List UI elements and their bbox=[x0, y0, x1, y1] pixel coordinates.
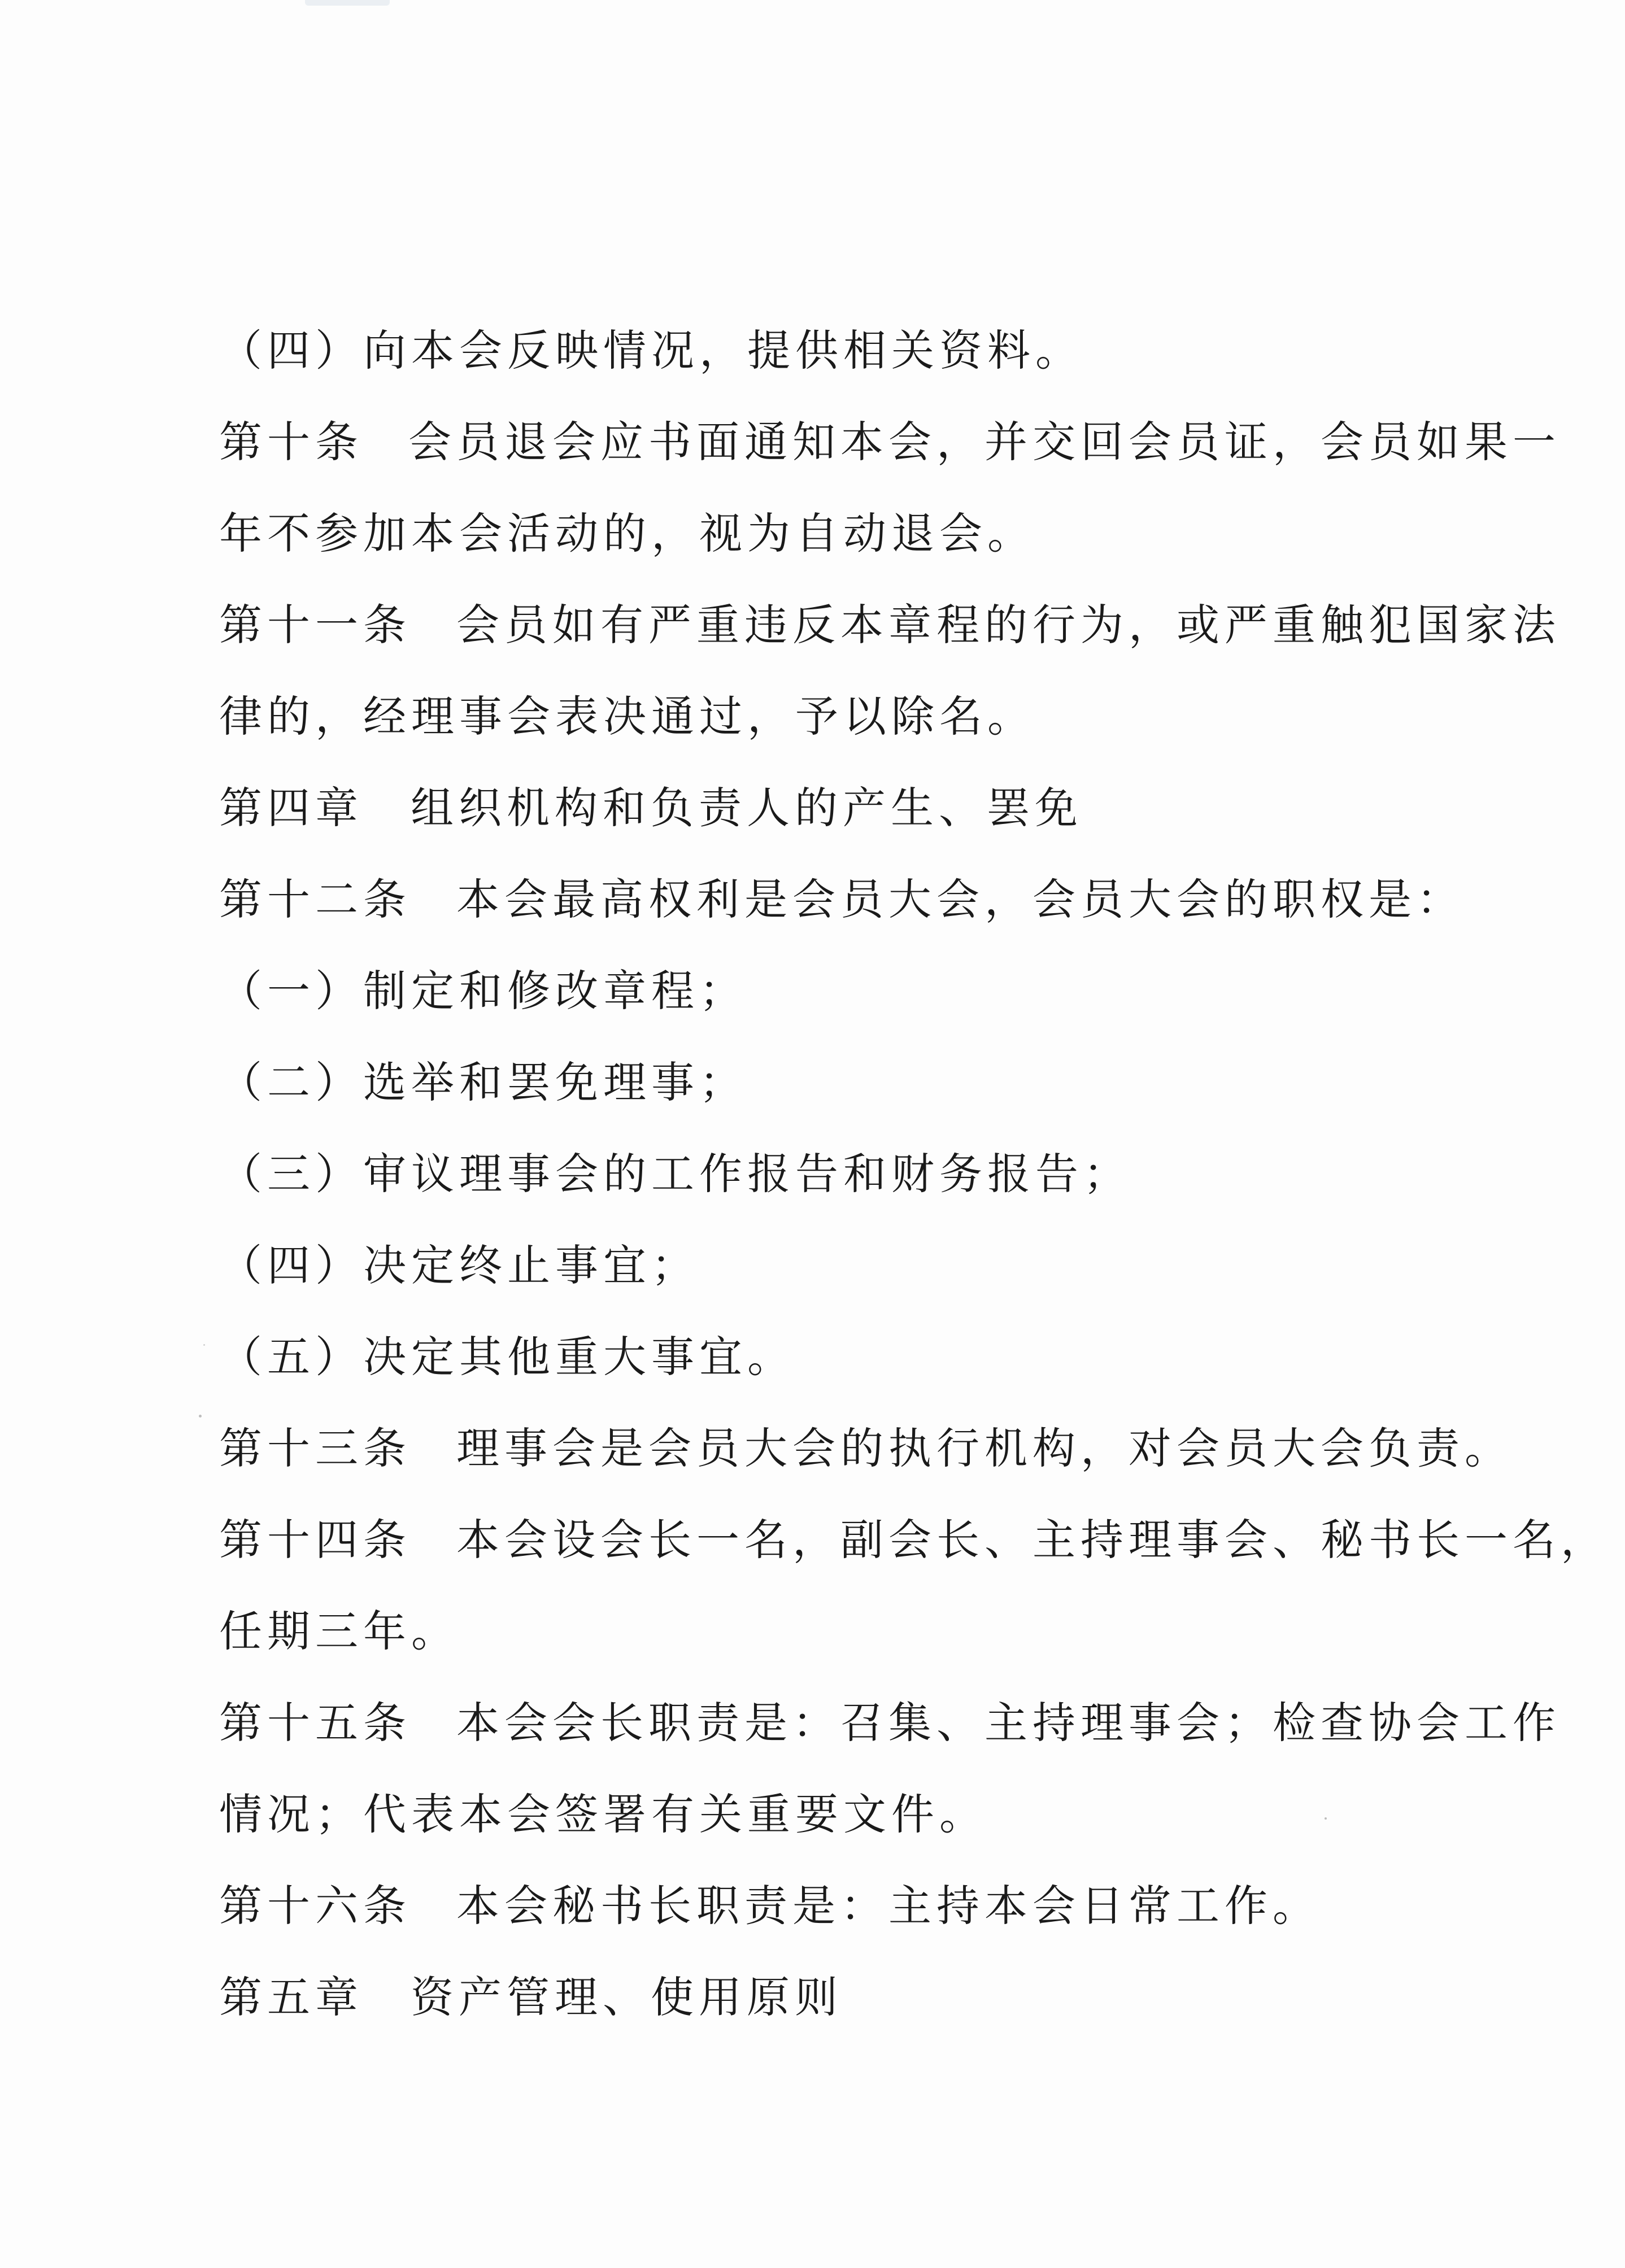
article-number: 第十一条 bbox=[219, 600, 411, 650]
line-text: 律的，经理事会表决通过，予以除名。 bbox=[219, 691, 1035, 742]
line-text: （一）制定和修改章程； bbox=[219, 966, 747, 1016]
text-line bbox=[219, 1494, 1609, 1586]
text-line bbox=[219, 1769, 1439, 1860]
scan-edge-mark bbox=[305, 0, 390, 6]
line-text: 会员退会应书面通知本会，并交回会员证，会员如果一 bbox=[408, 417, 1561, 467]
article-number: 第十三条 bbox=[219, 1423, 411, 1473]
list-item bbox=[219, 1037, 1439, 1128]
line-text: （三）审议理事会的工作报告和财务报告； bbox=[219, 1149, 1131, 1199]
document-body bbox=[219, 305, 1609, 2043]
chapter-title: 组织机构和负责人的产生、罢免 bbox=[411, 783, 1083, 833]
text-line bbox=[219, 1403, 1513, 1494]
line-text: 本会秘书长职责是：主持本会日常工作。 bbox=[456, 1881, 1321, 1931]
line-text: 任期三年。 bbox=[219, 1606, 459, 1656]
chapter-title: 资产管理、使用原则 bbox=[411, 1972, 843, 2022]
article-number: 第十六条 bbox=[219, 1881, 411, 1931]
chapter-number: 第五章 bbox=[219, 1972, 363, 2022]
text-line bbox=[219, 305, 1439, 396]
list-item bbox=[219, 1220, 1439, 1311]
text-line bbox=[219, 1586, 1439, 1677]
line-text: 会员如有严重违反本章程的行为，或严重触犯国家法 bbox=[456, 600, 1561, 650]
article-number: 第十二条 bbox=[219, 874, 411, 924]
scan-speck bbox=[199, 1415, 202, 1418]
line-text: 本会最高权利是会员大会，会员大会的职权是： bbox=[456, 874, 1465, 924]
list-item bbox=[219, 945, 1439, 1037]
list-item bbox=[219, 1128, 1439, 1220]
text-line bbox=[219, 1860, 1439, 1952]
text-line bbox=[219, 488, 1439, 579]
line-text: 本会设会长一名，副会长、主持理事会、秘书长一名， bbox=[456, 1515, 1609, 1565]
scan-speck bbox=[203, 1344, 205, 1346]
article-number: 第十四条 bbox=[219, 1515, 411, 1565]
line-text: （四）向本会反映情况，提供相关资料。 bbox=[219, 325, 1083, 376]
line-text: 理事会是会员大会的执行机构，对会员大会负责。 bbox=[456, 1423, 1513, 1473]
line-text: （二）选举和罢免理事； bbox=[219, 1057, 747, 1107]
text-line bbox=[219, 1677, 1561, 1769]
text-line bbox=[219, 396, 1561, 488]
chapter-number: 第四章 bbox=[219, 783, 363, 833]
line-text: 年不参加本会活动的，视为自动退会。 bbox=[219, 508, 1035, 559]
chapter-heading bbox=[219, 1952, 1439, 2043]
chapter-heading bbox=[219, 762, 1439, 854]
list-item bbox=[219, 1311, 1439, 1403]
text-line bbox=[219, 579, 1561, 671]
line-text: 情况；代表本会签署有关重要文件。 bbox=[219, 1789, 987, 1839]
line-text: （四）决定终止事宜； bbox=[219, 1240, 699, 1290]
line-text: （五）决定其他重大事宜。 bbox=[219, 1332, 795, 1382]
article-number: 第十五条 bbox=[219, 1698, 411, 1748]
line-text: 本会会长职责是：召集、主持理事会；检查协会工作 bbox=[456, 1698, 1561, 1748]
text-line bbox=[219, 671, 1439, 762]
text-line bbox=[219, 854, 1465, 945]
article-number: 第十条 bbox=[219, 417, 363, 467]
